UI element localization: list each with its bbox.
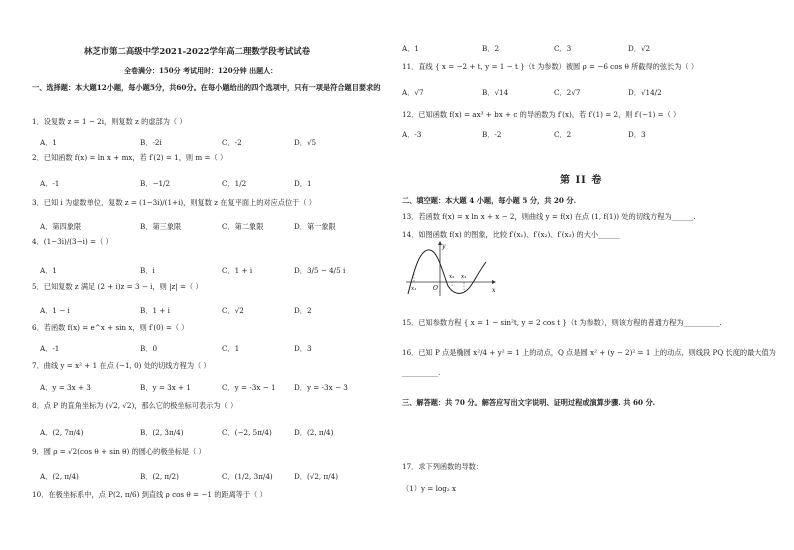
question-9-option-d: D．(√2, π/4) xyxy=(294,472,338,481)
question-1-option-c: C．-2 xyxy=(222,138,242,147)
exam-title: 林芝市第二高级中学2021-2022学年高二理数学段考试试卷 xyxy=(84,46,310,56)
q13-text: 13．若函数 f(x) = x ln x + x − 2，则曲线 y = f(x) 在点 (1, f(1)) 处的切线方程为______. xyxy=(402,212,696,221)
question-1-option-a: A．1 xyxy=(40,138,57,147)
x-axis-arrow xyxy=(492,280,496,284)
function-graph xyxy=(402,240,498,298)
question-8-stem: 8．点 P 的直角坐标为 (√2, √2)，那么它的极坐标可表示为（ ） xyxy=(32,401,238,410)
question-5-option-d: D．2 xyxy=(294,306,312,315)
q12-option-a: A．-3 xyxy=(402,130,422,139)
question-8-option-d: D．(2, π/4) xyxy=(294,428,334,437)
question-4-option-c: C．1 + i xyxy=(222,266,253,275)
question-8-option-b: B．(2, 3π/4) xyxy=(140,428,184,437)
q15-text: 15．已知参数方程 { x = 1 − sin²t, y = 2 cos t }（t 为参数），则该方程的普通方程为__________. xyxy=(402,318,722,327)
question-2-option-a: A．-1 xyxy=(40,179,60,188)
question-8-option-a: A．(2, 7π/4) xyxy=(40,428,84,437)
q11-option-a: A．√7 xyxy=(402,88,424,97)
question-4-option-b: B．i xyxy=(140,266,155,275)
x3-label: x₃ xyxy=(461,274,467,280)
origin-label: O xyxy=(433,285,438,292)
question-2-stem: 2．已知函数 f(x) = ln x + mx，若 f′(2) = 1，则 m =（ ） xyxy=(32,153,228,162)
question-3-option-c: C．第二象限 xyxy=(222,222,264,231)
q12-option-b: B．-2 xyxy=(482,130,502,139)
right-column xyxy=(402,0,776,550)
exam-info: 全卷满分：150分 考试用时：120分钟 出题人： xyxy=(124,66,278,75)
question-2-option-d: D．1 xyxy=(294,179,312,188)
question-9-option-c: C．(1/2, 3π/4) xyxy=(222,472,273,481)
question-5-option-a: A．1 − i xyxy=(40,306,70,315)
question-8-option-c: C．(−2, 5π/4) xyxy=(222,428,272,437)
q10-option-d: D．√2 xyxy=(628,44,651,53)
question-9-stem: 9．圆 ρ = √2(cos θ + sin θ) 的圆心的极坐标是（ ） xyxy=(32,447,206,456)
q10-option-c: C．3 xyxy=(554,44,572,53)
q14-text: 14．如图函数 f(x) 的图象，比较 f′(x₁)、f′(x₂)、f′(x₃) 的大小______ xyxy=(402,230,620,239)
q16-text: 16．已知 P 点是椭圆 x²/4 + y² = 1 上的动点，Q 点是圆 x² + (y − 2)² = 1 上的动点，则线段 PQ 长度的最大值为 xyxy=(402,348,776,357)
x1-label: x₁ xyxy=(411,286,417,292)
q17-text: 17．求下列函数的导数： xyxy=(402,462,484,471)
q17-part1: （1）y = log₂ x xyxy=(402,484,457,493)
question-6-stem: 6．若函数 f(x) = e^x + sin x，则 f′(0) =（ ） xyxy=(32,323,189,332)
question-7-stem: 7．曲线 y = x² + 1 在点 (−1, 0) 处的切线方程为（ ） xyxy=(32,361,211,370)
q16-blank: __________. xyxy=(402,368,441,377)
question-1-option-b: B．-2i xyxy=(140,138,162,147)
x2-label: x₂ xyxy=(449,274,455,280)
x-label: x xyxy=(492,287,496,294)
left-column xyxy=(32,0,394,550)
question-3-option-b: B．第三象限 xyxy=(140,222,182,231)
q10-option-b: B．2 xyxy=(482,44,500,53)
section2-heading: 二、填空题：本大题 4 小题，每小题 5 分，共 20 分. xyxy=(402,196,577,205)
question-3-stem: 3．已知 i 为虚数单位，复数 z = (1−3i)/(1+i)，则复数 z 在复平面上的对应点位于（ ） xyxy=(32,198,316,207)
q11-option-c: C．2√7 xyxy=(554,88,581,97)
question-2-option-b: B．−1/2 xyxy=(140,179,171,188)
q11-stem: 11．直线 { x = −2 + t, y = 1 − t }（t 为参数）被圆 ρ = −6 cos θ 所截得的弦长为（ ） xyxy=(402,62,699,71)
q11-option-b: B．√14 xyxy=(482,88,509,97)
question-6-option-c: C．1 xyxy=(222,344,240,353)
question-5-option-b: B．1 + i xyxy=(140,306,170,315)
q12-stem: 12．已知函数 f(x) = ax³ + bx + c 的导函数为 f′(x)，若 f′(1) = 2，则 f′(−1) =（ ） xyxy=(402,110,681,119)
question-1-option-d: D．√5 xyxy=(294,138,317,147)
function-curve xyxy=(408,250,486,294)
q10-option-a: A．1 xyxy=(402,44,419,53)
question-5-stem: 5．已知复数 z 满足 (2 + i)z = 3 − i，则 |z| =（ ） xyxy=(32,282,203,291)
question-4-option-a: A．1 xyxy=(40,266,57,275)
question-7-option-b: B．y = 3x + 1 xyxy=(140,383,191,392)
q12-option-c: C．2 xyxy=(554,130,572,139)
y-label: y xyxy=(442,243,446,250)
question-1-stem: 1．设复数 z = 1 − 2i，则复数 z 的虚部为（ ） xyxy=(32,117,187,126)
q11-option-d: D．√14/2 xyxy=(628,88,662,97)
question-4-stem: 4．(1−3i)/(3−i) =（ ） xyxy=(32,237,113,246)
question-7-option-d: D．y = -3x − 3 xyxy=(294,383,348,392)
question-7-option-a: A．y = 3x + 3 xyxy=(40,383,91,392)
question-7-option-c: C．y = -3x − 1 xyxy=(222,383,276,392)
q12-option-d: D．3 xyxy=(628,130,646,139)
part2-heading: 第 II 卷 xyxy=(560,175,603,186)
question-9-option-b: B．(2, π/2) xyxy=(140,472,179,481)
section1-heading: 一、选择题：本大题12小题，每小题5分，共60分。在每小题给出的四个选项中，只有一项是符合题目要求的 xyxy=(32,83,381,92)
question-9-option-a: A．(2, π/4) xyxy=(40,472,79,481)
question-10-stem: 10．在极坐标系中，点 P(2, π/6) 到直线 ρ cos θ = −1 的距离等于（ ） xyxy=(32,490,267,499)
question-3-option-a: A．第四象限 xyxy=(40,222,82,231)
question-6-option-b: B．0 xyxy=(140,344,158,353)
question-5-option-c: C．√2 xyxy=(222,306,244,315)
question-4-option-d: D．3/5 − 4/5 i xyxy=(294,266,346,275)
section3-heading: 三、解答题：共 70 分。解答应写出文字说明、证明过程或演算步骤. 共 60 分. xyxy=(402,398,656,407)
question-6-option-a: A．-1 xyxy=(40,344,60,353)
question-2-option-c: C．1/2 xyxy=(222,179,247,188)
question-3-option-d: D．第一象限 xyxy=(294,222,336,231)
question-6-option-d: D．3 xyxy=(294,344,312,353)
